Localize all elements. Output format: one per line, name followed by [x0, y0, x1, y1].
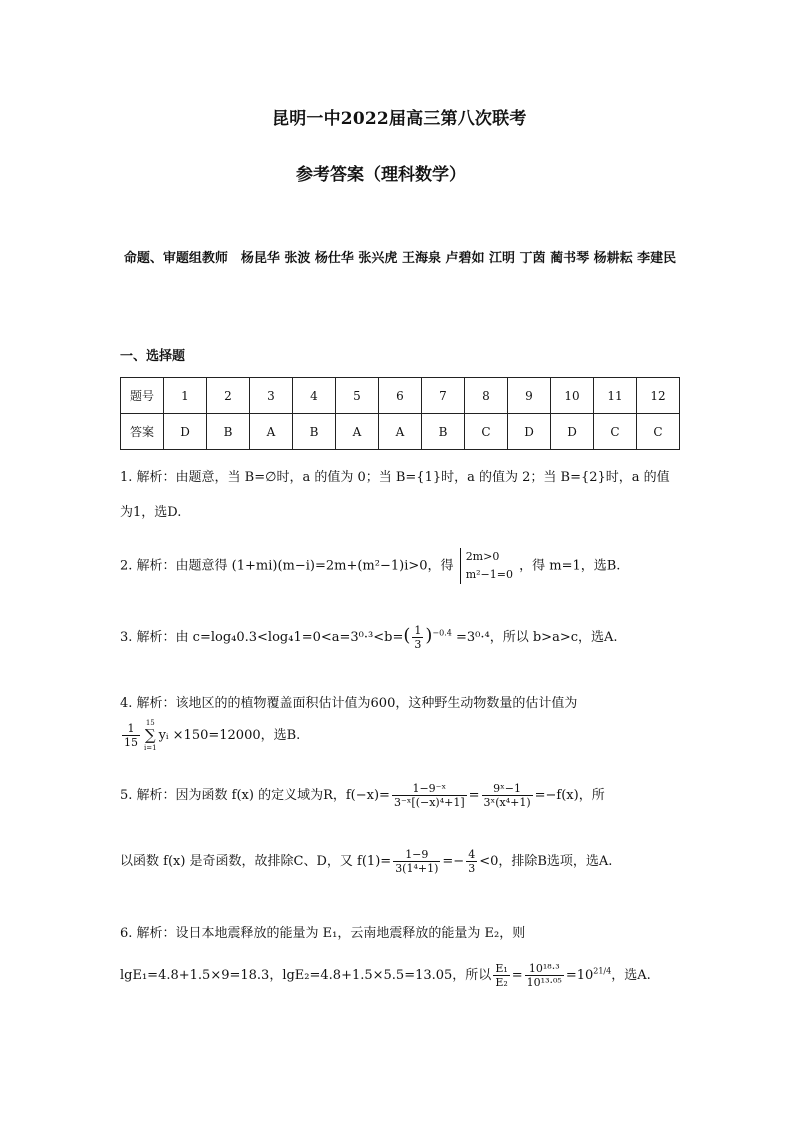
power-base: =10	[565, 968, 594, 983]
table-cell: C	[465, 414, 508, 450]
fraction-numerator: E₁	[495, 962, 508, 975]
table-cell: 5	[336, 378, 379, 414]
table-cell: 8	[465, 378, 508, 414]
solution-4-line-2	[120, 718, 300, 753]
table-cell: 2	[207, 378, 250, 414]
solution-5-line-1	[120, 782, 605, 809]
table-cell: 11	[594, 378, 637, 414]
solution-6-text: lgE₁=4.8+1.5×9=18.3，lgE₂=4.8+1.5×5.5=13.05，所以	[120, 968, 492, 983]
answer-table	[120, 377, 680, 450]
fraction-denominator: 3(1⁴+1)	[395, 862, 439, 875]
section-heading: 一、选择题	[120, 349, 186, 364]
solution-5-text-2: 以函数 f(x) 是奇函数，故排除C、D，又 f(1)=	[120, 854, 392, 869]
table-cell: A	[250, 414, 293, 450]
table-cell: B	[293, 414, 336, 450]
solution-3-result: =3⁰·⁴，所以 b>a>c，选A.	[456, 630, 618, 645]
table-cell: 9	[508, 378, 551, 414]
table-cell: B	[422, 414, 465, 450]
equals-minus: =−	[442, 854, 465, 869]
table-cell: C	[594, 414, 637, 450]
table-cell: 答案	[121, 414, 164, 450]
solution-6-line-1: 6. 解析：设日本地震释放的能量为 E₁，云南地震释放的能量为 E₂，则	[120, 926, 526, 941]
fraction	[412, 624, 423, 651]
sum-symbol: ∑	[144, 726, 156, 744]
table-cell: 10	[551, 378, 594, 414]
fraction-denominator: 10¹³·⁰⁵	[526, 976, 562, 989]
fraction-denominator: 3	[414, 638, 422, 651]
equals-sign: =	[511, 968, 523, 983]
solution-3: 3. 解析：由 c=log₄0.3<log₄1=0<a=3⁰·³<b=( $\frac{1}{3}$ )$^{-0.4}$ =3⁰·⁴，所以 b>a>c，选A.	[120, 624, 618, 651]
fraction-numerator: 4	[468, 848, 476, 861]
solution-2-result: ，得 m=1，选B.	[519, 558, 621, 574]
table-cell: C	[637, 414, 680, 450]
fraction-numerator: 1−9	[393, 848, 440, 862]
fraction-numerator: 9ˣ−1	[482, 782, 533, 796]
solution-6-line-2	[120, 962, 651, 989]
fraction	[493, 962, 509, 989]
solution-5-line-2	[120, 848, 612, 875]
fraction-denominator: E₂	[495, 976, 508, 989]
document-subtitle: 参考答案（理科数学）	[296, 165, 466, 185]
fraction-numerator: 10¹⁸·³	[525, 962, 564, 976]
table-cell: 1	[164, 378, 207, 414]
sum-upper-limit: 15	[145, 719, 155, 727]
table-cell: D	[164, 414, 207, 450]
table-cell: D	[508, 414, 551, 450]
solution-2-text: 2. 解析：由题意得 (1+mi)(m−i)=2m+(m²−1)i>0，得	[120, 558, 454, 574]
table-cell: D	[551, 414, 594, 450]
solution-5-text: 5. 解析：因为函数 f(x) 的定义域为R，f(−x)=	[120, 788, 390, 803]
system-line-1: 2m>0	[465, 550, 500, 563]
document-title: 昆明一中2022届高三第八次联考	[272, 109, 527, 129]
table-cell: 题号	[121, 378, 164, 414]
fraction-denominator: 3⁻ˣ[(−x)⁴+1]	[393, 796, 465, 809]
fraction	[482, 782, 533, 809]
solution-2	[120, 548, 620, 584]
fraction-numerator: 1	[122, 722, 140, 736]
fraction	[525, 962, 564, 989]
solution-6-result: ，选A.	[611, 968, 651, 983]
system-line-2: m²−1=0	[465, 568, 513, 581]
table-cell: A	[336, 414, 379, 450]
solution-1-line-2: 为1，选D.	[120, 505, 182, 520]
table-cell: 4	[293, 378, 336, 414]
table-cell: 7	[422, 378, 465, 414]
solution-4-result: yᵢ ×150=12000，选B.	[158, 728, 301, 743]
fraction-numerator: 1	[414, 624, 422, 637]
table-cell: 12	[637, 378, 680, 414]
table-row	[121, 378, 680, 414]
solution-4-line-1: 4. 解析：该地区的的植物覆盖面积估计值为600，这种野生动物数量的估计值为	[120, 696, 578, 711]
solution-1-line-1: 1. 解析：由题意，当 B=∅时，a 的值为 0；当 B={1}时，a 的值为 2；当 B={2}时，a 的值	[120, 470, 670, 485]
equation-system	[460, 548, 513, 584]
fraction-denominator: 15	[124, 736, 138, 749]
sum-lower-limit: i=1	[144, 744, 157, 752]
fraction	[392, 782, 467, 809]
fraction-numerator: 1−9⁻ˣ	[392, 782, 467, 796]
table-cell: 6	[379, 378, 422, 414]
exponent: −0.4	[432, 628, 452, 638]
exponent: 21/4	[593, 966, 612, 976]
solution-5-tail: =−f(x)，所	[534, 788, 605, 803]
solution-3-text: 3. 解析：由 c=log₄0.3<log₄1=0<a=3⁰·³<b=	[120, 630, 404, 645]
authors-line: 命题、审题组教师 杨昆华 张波 杨仕华 张兴虎 王海泉 卢碧如 江明 丁茵 蔺书琴 杨耕耘 李建民	[123, 251, 677, 266]
fraction	[393, 848, 440, 875]
table-cell: 3	[250, 378, 293, 414]
fraction-denominator: 3ˣ(x⁴+1)	[483, 796, 531, 809]
solution-5-result: <0，排除B选项，选A.	[479, 854, 613, 869]
fraction-denominator: 3	[468, 862, 476, 875]
table-cell: A	[379, 414, 422, 450]
equals-sign: =	[468, 788, 480, 803]
table-row	[121, 414, 680, 450]
fraction	[122, 722, 140, 749]
summation	[144, 718, 157, 753]
table-cell: B	[207, 414, 250, 450]
fraction	[466, 848, 477, 875]
